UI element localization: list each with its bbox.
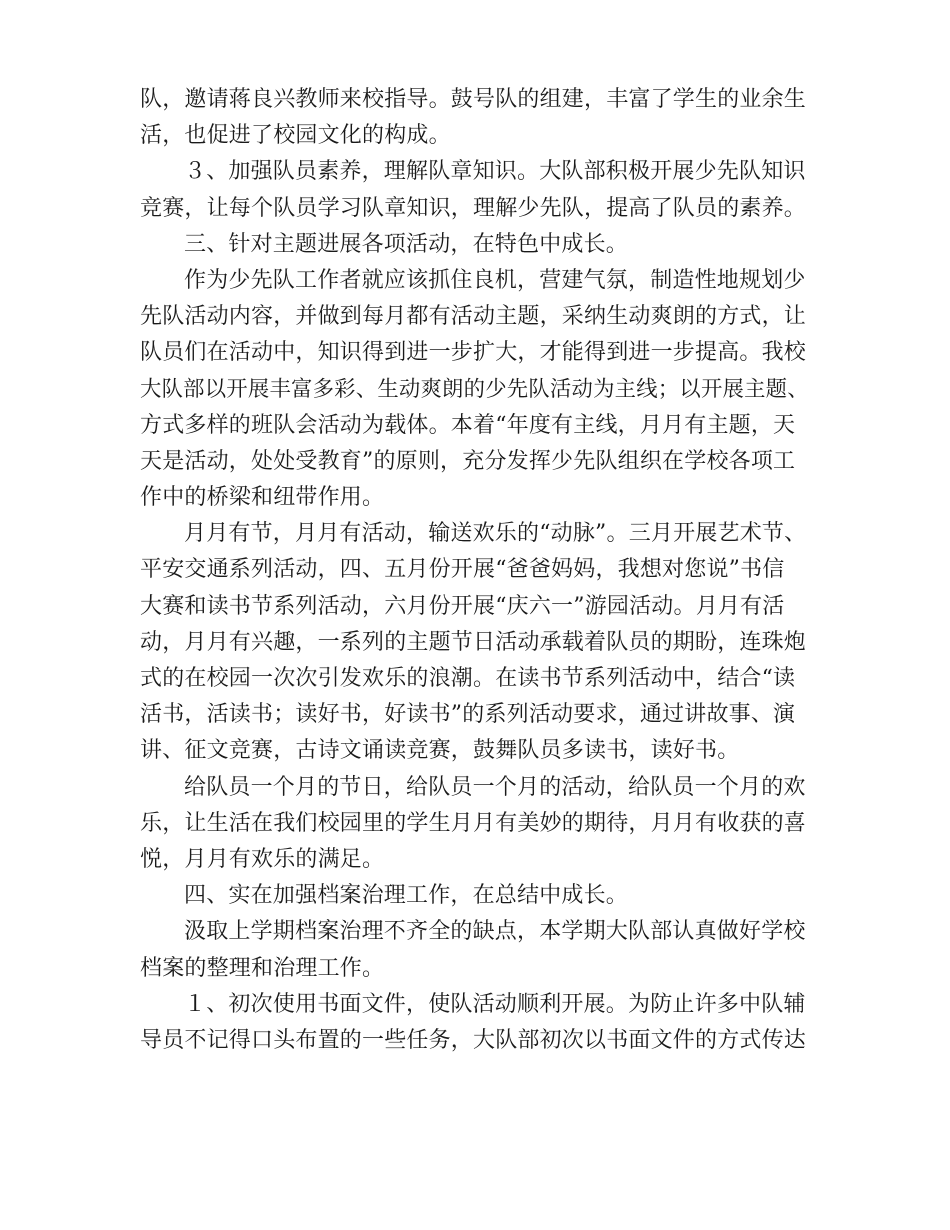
text-line: 活，也促进了校园文化的构成。 bbox=[140, 123, 451, 149]
document-body bbox=[140, 82, 812, 1059]
text-line: 悦，月月有欢乐的满足。 bbox=[140, 846, 385, 872]
text-line: １、初次使用书面文件，使队活动顺利开展。为防止许多中队辅 bbox=[184, 991, 806, 1017]
text-line: 式的在校园一次次引发欢乐的浪潮。在读书节系列活动中，结合“读 bbox=[140, 666, 796, 691]
text-line: 大赛和读书节系列活动，六月份开展“庆六一”游园活动。月月有活 bbox=[140, 593, 785, 619]
text-line: 大队部以开展丰富多彩、生动爽朗的少先队活动为主线；以开展主题、 bbox=[140, 376, 809, 402]
text-line: 给队员一个月的节日，给队员一个月的活动，给队员一个月的欢 bbox=[184, 774, 806, 800]
text-line: 月月有节，月月有活动，输送欢乐的“动脉”。三月开展艺术节、 bbox=[184, 521, 807, 547]
section-heading: 四、实在加强档案治理工作，在总结中成长。 bbox=[184, 883, 629, 909]
text-line: 动，月月有兴趣，一系列的主题节日活动承载着队员的期盼，连珠炮 bbox=[140, 629, 807, 655]
text-line: 活书，活读书；读好书，好读书”的系列活动要求，通过讲故事、演 bbox=[140, 702, 796, 728]
text-line: 队员们在活动中，知识得到进一步扩大，才能得到进一步提高。我校 bbox=[140, 340, 807, 366]
text-line: 平安交通系列活动，四、五月份开展“爸爸妈妈，我想对您说”书信 bbox=[140, 557, 785, 583]
text-line: 队，邀请蒋良兴教师来校指导。鼓号队的组建，丰富了学生的业余生 bbox=[140, 87, 807, 112]
text-line: 竞赛，让每个队员学习队章知识，理解少先队，提高了队员的素养。 bbox=[140, 195, 807, 221]
text-line: 档案的整理和治理工作。 bbox=[140, 955, 385, 981]
section-heading: 三、针对主题进展各项活动，在特色中成长。 bbox=[184, 231, 629, 257]
text-line: ３、加强队员素养，理解队章知识。大队部积极开展少先队知识 bbox=[184, 159, 806, 185]
text-line: 作为少先队工作者就应该抓住良机，营建气氛，制造性地规划少 bbox=[184, 267, 806, 293]
text-line: 天是活动，处处受教育”的原则，充分发挥少先队组织在学校各项工 bbox=[140, 448, 796, 474]
text-line: 乐，让生活在我们校园里的学生月月有美妙的期待，月月有收获的喜 bbox=[140, 810, 807, 836]
text-line: 先队活动内容，并做到每月都有活动主题，采纳生动爽朗的方式，让 bbox=[140, 304, 807, 330]
text-line: 汲取上学期档案治理不齐全的缺点，本学期大队部认真做好学校 bbox=[184, 919, 806, 945]
text-line: 导员不记得口头布置的一些任务，大队部初次以书面文件的方式传达 bbox=[140, 1027, 807, 1053]
text-line: 讲、征文竞赛，古诗文诵读竞赛，鼓舞队员多读书，读好书。 bbox=[140, 738, 740, 764]
text-line: 方式多样的班队会活动为载体。本着“年度有主线，月月有主题，天 bbox=[140, 412, 796, 438]
text-line: 作中的桥梁和纽带作用。 bbox=[140, 485, 385, 511]
